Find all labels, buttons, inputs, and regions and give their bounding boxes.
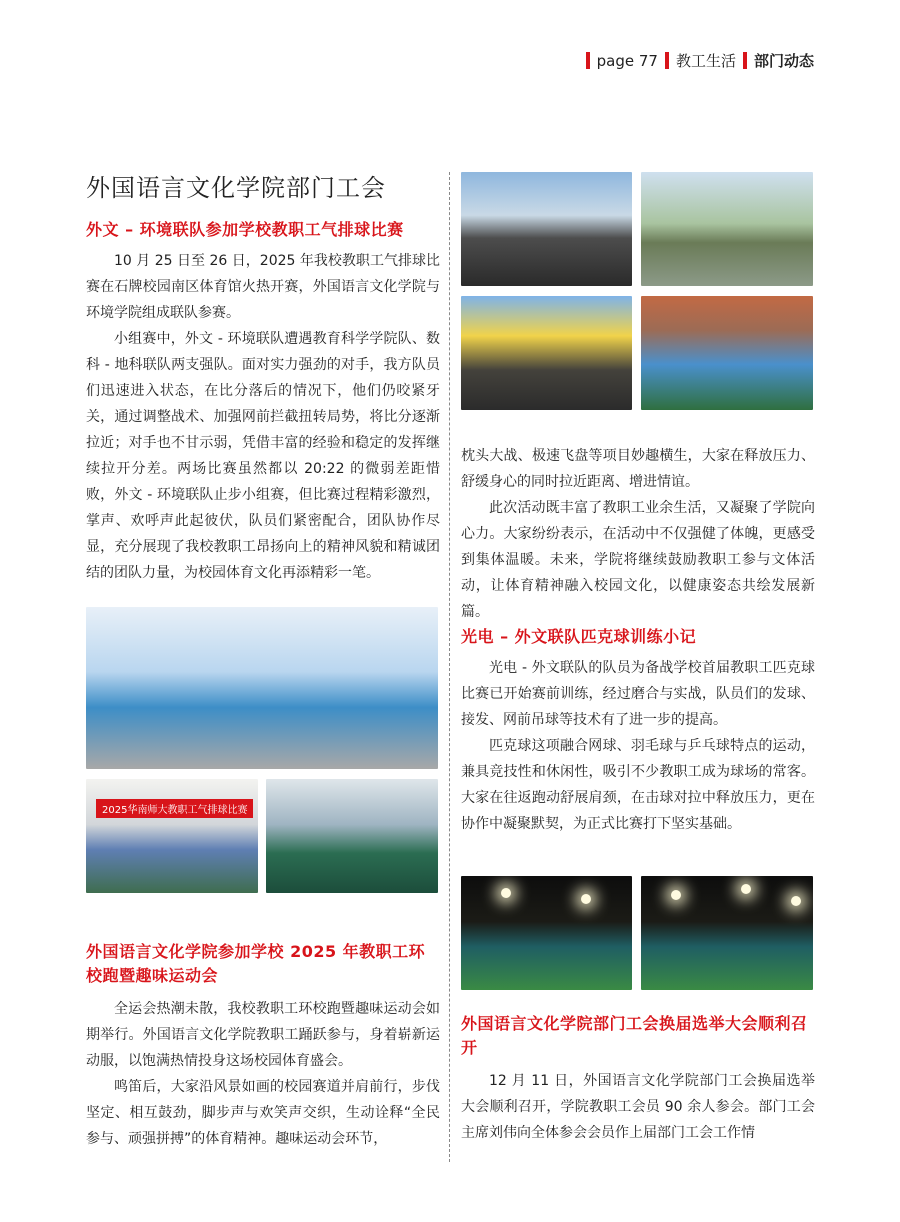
article-pickleball	[461, 625, 815, 837]
article-paragraph: 12 月 11 日，外国语言文化学院部门工会换届选举大会顺利召开，学院教职工会员 90 余人参会。部门工会主席刘伟向全体参会会员作上届部门工会工作情	[461, 1073, 815, 1141]
article-title: 外国语言文化学院部门工会换届选举大会顺利召开	[461, 1014, 808, 1057]
article-sports-meet	[86, 940, 440, 1152]
volleyball-match-photo	[86, 779, 258, 893]
pillow-fight-photo	[641, 296, 813, 410]
article-paragraph: 枕头大战、极速飞盘等项目妙趣横生，大家在释放压力、舒缓身心的同时拉近距离、增进情谊。	[461, 448, 815, 490]
article-title: 外文 – 环境联队参加学校教职工气排球比赛	[86, 220, 404, 239]
section-label: 教工生活	[675, 52, 736, 70]
article-title: 外国语言文化学院参加学校 2025 年教职工环校跑暨趣味运动会	[86, 942, 426, 985]
page-number: page 77	[596, 51, 658, 70]
volleyball-team-photo	[86, 607, 438, 769]
page-header	[579, 50, 814, 71]
fun-games-group-photo	[461, 172, 632, 286]
flag-run-photo	[641, 172, 813, 286]
volleyball-serve-photo	[266, 779, 438, 893]
article-continued	[461, 443, 815, 625]
header-divider	[665, 52, 669, 69]
event-banner: 2025华南师大教职工气排球比赛	[96, 799, 253, 818]
pickleball-court-photo	[641, 876, 813, 990]
article-paragraph: 小组赛中，外文 - 环境联队遭遇教育科学学院队、数科 - 地科联队两支强队。面对实力强劲的对手，我方队员们迅速进入状态，在比分落后的情况下，他们仍咬紧牙关，通过调整战术、加强网前拦截扭转局势，将比分逐渐拉近；对手也不甘示弱，凭借丰富的经验和稳定的发挥继续拉开分差。两场比赛虽然都以 20:22 的微弱差距惜败，外文 - 环境联队止步小组赛，但比赛过程精彩激烈，掌声、欢呼声此起彼伏，队员们紧密配合，团队协作尽显，充分展现了我校教职工昂扬向上的精神风貌和精诚团结的团队力量，为校园体育文化再添精彩一笔。	[86, 331, 440, 581]
article-volleyball	[86, 218, 440, 586]
department-title: 外国语言文化学院部门工会	[86, 174, 386, 202]
article-paragraph: 此次活动既丰富了教职工业余生活，又凝聚了学院向心力。大家纷纷表示，在活动中不仅强健了体魄，更感受到集体温暖。未来，学院将继续鼓励教职工参与文体活动，让体育精神融入校园文化，以健康姿态共绘发展新篇。	[461, 500, 815, 620]
article-paragraph: 全运会热潮未散，我校教职工环校跑暨趣味运动会如期举行。外国语言文化学院教职工踊跃参与，身着崭新运动服，以饱满热情投身这场校园体育盛会。	[86, 1001, 440, 1069]
subsection-label: 部门动态	[753, 52, 814, 70]
balloon-group-photo	[461, 296, 632, 410]
article-title: 光电 – 外文联队匹克球训练小记	[461, 627, 697, 646]
header-divider	[743, 52, 747, 69]
article-paragraph: 匹克球这项融合网球、羽毛球与乒乓球特点的运动，兼具竞技性和休闲性，吸引不少教职工成为球场的常客。大家在往返跑动舒展肩颈，在击球对拉中释放压力，更在协作中凝聚默契，为正式比赛打下坚实基础。	[461, 738, 815, 832]
article-union-election	[461, 1012, 815, 1146]
article-paragraph: 鸣笛后，大家沿风景如画的校园赛道并肩前行，步伐坚定、相互鼓劲，脚步声与欢笑声交织，生动诠释“全民参与、顽强拼搏”的体育精神。趣味运动会环节，	[86, 1079, 440, 1147]
pickleball-night-photo	[461, 876, 632, 990]
article-paragraph: 10 月 25 日至 26 日，2025 年我校教职工气排球比赛在石牌校园南区体育馆火热开赛，外国语言文化学院与环境学院组成联队参赛。	[86, 253, 440, 321]
article-paragraph: 光电 - 外文联队的队员为备战学校首届教职工匹克球比赛已开始赛前训练，经过磨合与实战，队员们的发球、接发、网前吊球等技术有了进一步的提高。	[461, 660, 815, 728]
header-divider	[586, 52, 590, 69]
column-divider	[449, 172, 450, 1162]
